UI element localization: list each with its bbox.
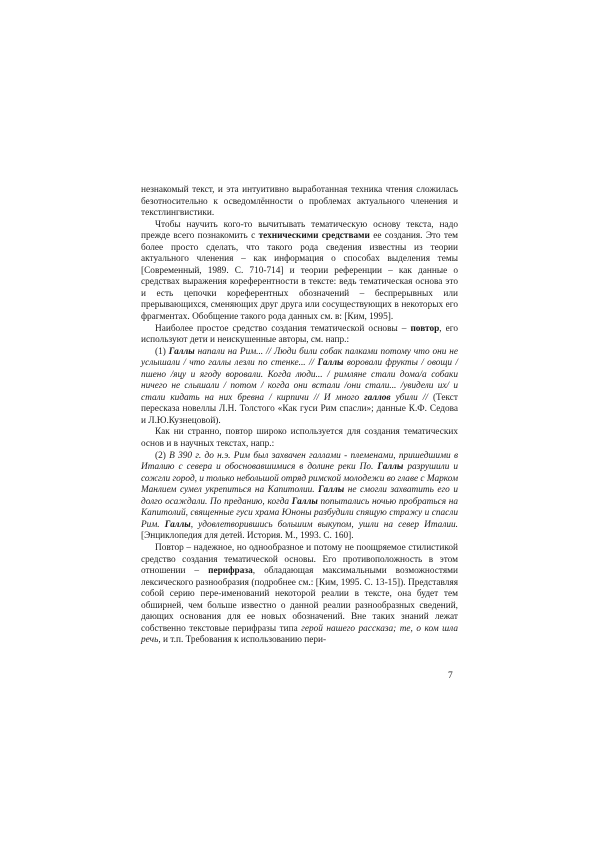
text-run: галлов: [364, 392, 391, 403]
text-run: (1): [155, 346, 169, 357]
text-run: Наиболее простое средство создания тематической основы –: [155, 323, 411, 334]
text-run: не смогли захватить его и долго осаждали. По преданию, когда: [141, 485, 458, 507]
text-run: убили //: [390, 392, 428, 403]
text-run: Повтор – надежное, но однообразное и потому не поощряемое стилистикой средство создания тематической основы. Его противоположность в этом отношении –: [141, 542, 458, 577]
text-run: Галлы: [168, 346, 195, 357]
text-run: , обладающая максимальными возможностями лексического разнообразия (подробнее см.: [Ким, 1995. С. 13-15]). Представляя собой серию пере-именований некоторой реалии в тексте, она будет тем обширней, чем больше известно о данной реалии разнообразных сведений, дающих основания для ее новых обозначений. Вне таких знаний лежат собственно текстовые перифразы типа: [141, 566, 458, 634]
page-number: 7: [448, 671, 453, 681]
text-run: Галлы: [317, 358, 344, 369]
text-run: В 390 г. до н.э. Рим был захвачен галлами - племенами, пришедшими в Италию с севера и обосновавшимися в долине реки По.: [141, 450, 458, 473]
paragraph-p6: [141, 451, 458, 543]
text-run: и т.п. Требования к использованию пери-: [160, 635, 327, 646]
text-run: (Текст пересказа новеллы Л.Н. Толстого «Как гуси Рим спасли»; данные К.Ф. Седова и Л.Ю.Кузнецовой).: [141, 392, 458, 426]
text-run: Галлы: [377, 462, 404, 473]
paragraph-p5: [141, 427, 458, 450]
text-run: перифраза: [208, 566, 253, 577]
document-text-block: [141, 185, 458, 647]
text-run: напали на Рим... // Люди били собак палками потому что они не услышали / что галлы лезли по стенке... //: [141, 346, 458, 369]
text-run: разрушили и сожгли город, и только небольшой отряд римской молодежи во главе с Марком Манлием сумел укрепиться на Капитолии.: [141, 462, 459, 496]
text-run: Чтобы научить кого-то вычитывать тематическую основу текста, надо прежде всего познакомить с: [141, 219, 458, 242]
paragraph-p3: [141, 324, 458, 347]
text-run: Галлы: [318, 485, 345, 496]
text-run: Галлы: [291, 496, 318, 507]
paragraph-p2: [141, 220, 458, 324]
text-run: , его используют дети и неискушенные авторы, см. напр.:: [141, 323, 458, 346]
text-run: герой нашего рассказа; те, о ком шла речь,: [141, 623, 458, 646]
text-run: [Энциклопедия для детей. История. М., 1993. С. 160].: [141, 531, 354, 542]
text-run: (2): [155, 450, 170, 461]
text-run: повтор: [410, 323, 440, 334]
text-run: воровали фрукты / овощи /пшено /яцу и ягоду воровали. Когда люди... / римляне стали дома/а собаки ничего не слышали / потом / когда они встали /они стали... /увидели их/ и стали кидать на них бревна / кирпичи // И много: [141, 358, 458, 403]
text-run: техническими средствами: [258, 231, 370, 242]
text-run: попытались ночью пробраться на Капитолий, священные гуси храма Юноны разбудили спящую стражу и спасли Рим.: [141, 496, 459, 530]
paragraph-p1: [141, 185, 458, 220]
paragraph-p7: [141, 543, 458, 647]
text-run: Как ни странно, повтор широко используется для создания тематических основ и в научных текстах, напр.:: [141, 427, 458, 450]
text-run: ее создания. Это тем более просто сделать, что такого рода сведения известны из теории актуального членения – как информация о способах выделения темы [Современный, 1989. С. 710-714] и теории референции – как данные о средствах выражения кореферентности в тексте: ведь тематическая основа это и есть цепочки кореферентных обозначений – беспрерывных или прерывающихся, сменяющих друг друга или сосуществующих в некоторых его фрагментах. Обобщение такого рода данных см. в: [Ким, 1995].: [141, 231, 458, 323]
paragraph-p4: [141, 347, 458, 428]
text-run: незнакомый текст, и эта интуитивно выработанная техника чтения сложилась безотносительно к осведомлённости о проблемах актуального членения и текстлингвистики.: [141, 185, 458, 219]
text-run: Галлы: [164, 519, 191, 530]
text-run: , удовлетворившись большим выкупом, ушли на север Италии.: [190, 519, 458, 530]
